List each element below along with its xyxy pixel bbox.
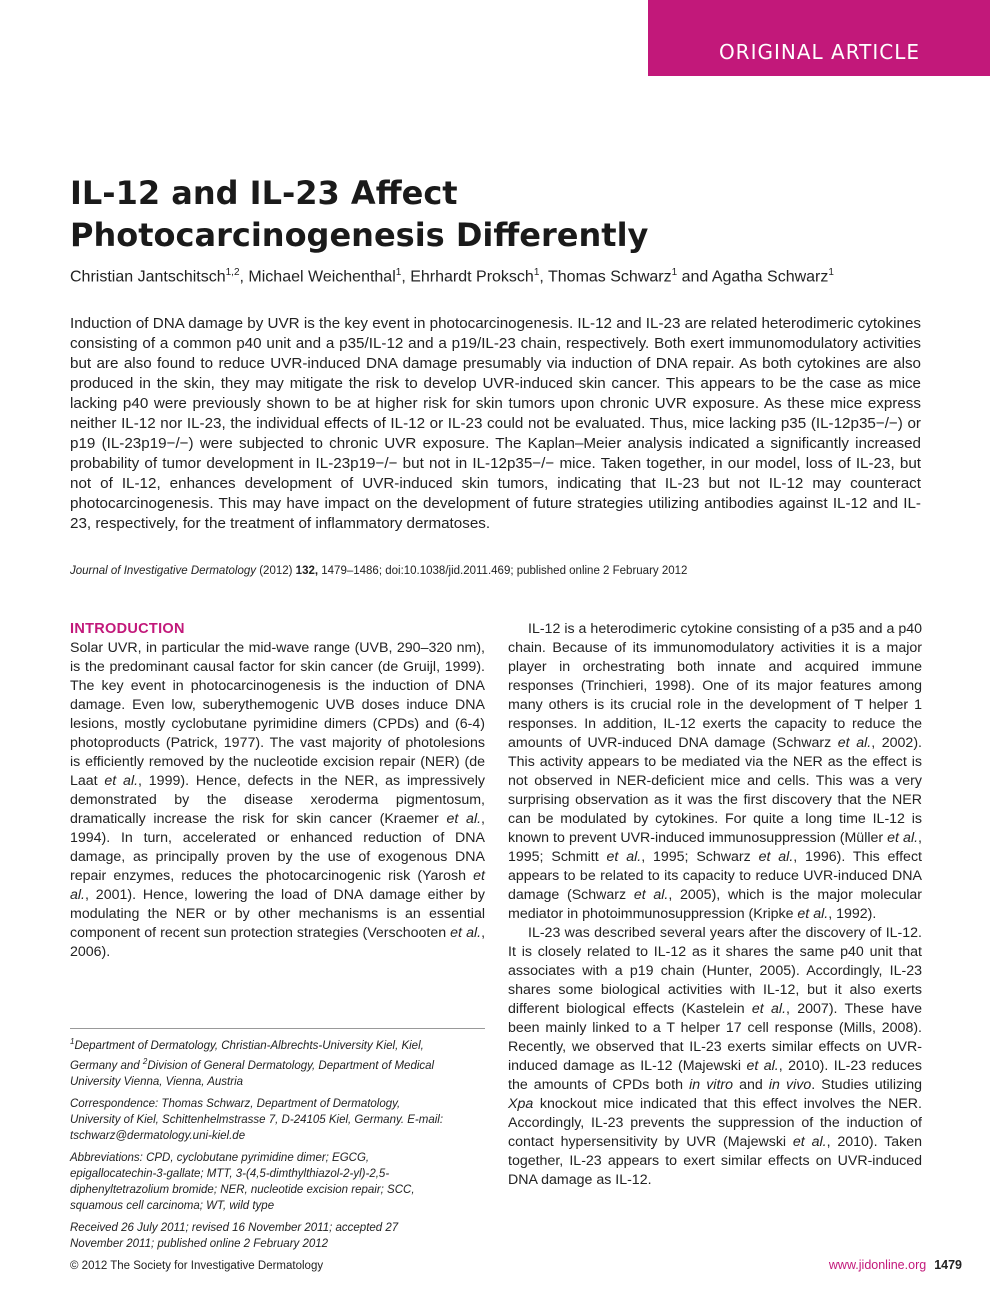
- affiliations: [70, 1034, 450, 1090]
- section-banner: [648, 0, 990, 76]
- text-run: IL-12 is a heterodimeric cytokine consisting of a p35 and a p40 chain. Because of its immunomodulatory activities it is a major player in orchestrating both innate and acquired immune responses (Trinchieri, 1998). One of its major features among many others is its crucial role in the development of T helper 1 responses. In addition, IL-12 exerts the capacity to reduce the amounts of UVR-induced DNA damage (Schwarz: [508, 621, 922, 751]
- author-affiliation: 1: [533, 267, 540, 278]
- text-run: IL-23 was described several years after the discovery of IL-12. It is closely related to IL-12 as it shares the same p40 unit that associates with a p19 chain (Hunter, 2005). Accordingly, IL-23 shares some biological activities with IL-12, but it also exerts different biological effects (Kastelein: [508, 925, 922, 1017]
- text-run: , 2002). This activity appears to be mediated via the NER as the effect is not observed in NER-deficient mice and cells. This was a very surprising observation as it was the first discovery that the NER can be modulated by cytokines. For quite a long time IL-12 is known to prevent UVR-induced immunosuppression (Müller: [508, 735, 922, 846]
- citation-details: 1479–1486; doi:10.1038/jid.2011.469; published online 2 February 2012: [321, 565, 688, 577]
- text-run: Solar UVR, in particular the mid-wave range (UVB, 290–320 nm), is the predominant causal factor for skin cancer (de Gruijl, 1999). The key event in photocarcinogenesis is the induction of DNA damage. Even low, suberythemogenic UVB doses induce DNA lesions, mostly cyclobutane pyrimidine dimers (CPDs) and (6-4) photoproducts (Patrick, 1977). The vast majority of photolesions is efficiently removed by the nucleotide excision repair (NER) (de Laat: [70, 640, 485, 789]
- abbreviations: Abbreviations: CPD, cyclobutane pyrimidine dimer; EGCG, epigallocatechin-3-gallate; MTT, 3-(4,5-dimthylthiazol-2-yl)-2,5-diphenyltetrazolium bromide; NER, nucleotide excision repair; SCC, squamous cell carcinoma; WT, wild type: [70, 1151, 415, 1212]
- author-affiliation: 1: [828, 267, 834, 278]
- page-footer: [829, 1258, 962, 1272]
- text-run: , 1992).: [828, 906, 877, 922]
- text-run: , 2010). IL-23 reduces the amounts of CPDs both: [508, 1058, 922, 1093]
- text-run: and: [733, 1077, 769, 1093]
- page-number: 1479: [934, 1258, 962, 1272]
- author-affiliation: 1,2: [225, 267, 240, 278]
- footnote-divider: [70, 1028, 485, 1029]
- et-al: et al.: [887, 830, 919, 846]
- text-run: , 2006).: [70, 925, 486, 960]
- et-al: et al.: [751, 1001, 787, 1017]
- et-al: et al.: [633, 887, 669, 903]
- et-al: et al.: [746, 1058, 779, 1074]
- affiliation-marker: 2: [142, 1056, 148, 1066]
- copyright: © 2012 The Society for Investigative Dermatology: [70, 1260, 324, 1272]
- author-affiliation: 1: [671, 267, 678, 278]
- abstract: Induction of DNA damage by UVR is the key event in photocarcinogenesis. IL-12 and IL-23 are related heterodimeric cytokines consisting of a common p40 unit and a p35/IL-12 and a p19/IL-23 chain, respectively. Both exert immunomodulatory activities but are also found to reduce UVR-induced DNA damage presumably via induction of DNA repair. As both cytokines are also produced in the skin, they may mitigate the risk to develop UVR-induced skin cancer. This appears to be the case as mice lacking p40 were previously shown to be at higher risk for skin tumors upon chronic UVR exposure. As these mice express neither IL-12 nor IL-23, the individual effects of IL-12 or IL-23 could not be evaluated. Thus, mice lacking p35 (IL-12p35−/−) or p19 (IL-23p19−/−) were subjected to chronic UVR exposure. The Kaplan–Meier analysis indicated a significantly increased probability of tumor development in IL-23p19−/− but not in IL-12p35−/− mice. Taken together, in our model, loss of IL-23, but not of IL-12, enhances development of UVR-induced skin tumors, indicating that IL-23 but not IL-12 may counteract photocarcinogenesis. This may have impact on the development of future strategies utilizing antibodies against IL-12 and IL-23, respectively, for the treatment of inflammatory dermatoses.: [70, 315, 921, 532]
- text-run: knockout mice indicated that this effect involves the NER. Accordingly, IL-23 prevents the suppression of the induction of contact hypersensitivity by UVR (Majewski: [508, 1096, 922, 1150]
- text-run: , 2007). These have been mainly linked to a T helper 17 cell response (Mills, 2008). Recently, we observed that IL-23 exerts similar effects on UVR-induced damage as IL-12 (Majewski: [508, 1001, 922, 1074]
- text-run: , 2005), which is the major molecular mediator in photoimmunosuppression (Kripke: [508, 887, 923, 922]
- author-name: Ehrhardt Proksch: [410, 268, 534, 286]
- affiliation-text: Division of General Dermatology, Department of Medical University Vienna, Vienna, Austria: [70, 1059, 435, 1088]
- author-list: Christian Jantschitsch$^{1,2}$, Michael Weichenthal$^1$, Ehrhardt Proksch$^1$, Thomas Schwarz$^1$ and Agatha Schwarz$^1$: [70, 267, 834, 286]
- introduction-heading: INTRODUCTION: [70, 621, 185, 637]
- text-run: , 1995; Schmitt: [508, 830, 922, 865]
- correspondence: Correspondence: Thomas Schwarz, Department of Dermatology, University of Kiel, Schittenhelmstrasse 7, D-24105 Kiel, Germany. E-mail: tschwarz@dermatology.uni-kiel.de: [70, 1097, 444, 1142]
- et-al: et al.: [792, 1134, 827, 1150]
- left-column: [70, 620, 485, 962]
- et-al: et al.: [758, 849, 794, 865]
- xpa-gene: Xpa: [508, 1096, 534, 1112]
- et-al: et al.: [446, 811, 482, 827]
- text-run: , 2001). Hence, lowering the load of DNA damage either by modulating the NER or by other mechanisms is an essential component of recent sun protection strategies (Verschooten: [70, 887, 485, 941]
- et-al: et al.: [450, 925, 482, 941]
- text-run: , 1996). This effect appears to be related to its capacity to reduce UVR-induced DNA damage (Schwarz: [508, 849, 922, 903]
- author-name: Thomas Schwarz: [548, 268, 672, 286]
- author-name: Christian Jantschitsch: [70, 268, 226, 286]
- section-label: ORIGINAL ARTICLE: [718, 40, 920, 64]
- footnotes: [70, 1034, 450, 1258]
- in-vivo: in vivo: [768, 1077, 812, 1093]
- text-run: , 1995; Schwarz: [641, 849, 759, 865]
- citation-volume: 132,: [295, 565, 319, 577]
- et-al: et al.: [70, 868, 485, 903]
- received-dates: Received 26 July 2011; revised 16 November 2011; accepted 27 November 2011; published online 2 February 2012: [70, 1221, 399, 1250]
- et-al: et al.: [797, 906, 829, 922]
- author-name: Michael Weichenthal: [248, 268, 396, 286]
- text-run: . Studies utilizing: [811, 1077, 923, 1093]
- journal-url-link[interactable]: www.jidonline.org: [828, 1258, 927, 1272]
- article-title: IL-12 and IL-23 Affect Photocarcinogenesis Differently: [70, 174, 649, 254]
- citation-year: (2012): [259, 565, 293, 577]
- affiliation-text: Department of Dermatology, Christian-Albrechts-University Kiel, Kiel, Germany and: [70, 1039, 424, 1072]
- text-run: , 1999). Hence, defects in the NER, as impressively demonstrated by the disease xeroderma pigmentosum, dramatically increase the risk for skin cancer (Kraemer: [70, 773, 485, 827]
- text-run: , 2010). Taken together, IL-23 appears to exert similar effects on UVR-induced DNA damage as IL-12.: [508, 1134, 923, 1188]
- right-column: [508, 620, 922, 1190]
- il12-paragraph: [508, 620, 922, 924]
- text-run: , 1994). In turn, accelerated or enhanced reduction of DNA damage, as principally proven by the use of exogenous DNA repair enzymes, reduces the photocarcinogenic risk (Yarosh: [70, 811, 485, 884]
- author-affiliation: 1: [395, 267, 402, 278]
- il23-paragraph: [508, 924, 922, 1190]
- in-vitro: in vitro: [689, 1077, 734, 1093]
- et-al: et al.: [606, 849, 642, 865]
- author-name: Agatha Schwarz: [711, 268, 829, 286]
- journal-name: Journal of Investigative Dermatology: [70, 565, 257, 577]
- journal-citation: [70, 563, 930, 579]
- intro-paragraph: [70, 639, 485, 962]
- et-al: et al.: [837, 735, 872, 751]
- et-al: et al.: [104, 773, 139, 789]
- affiliation-marker: 1: [70, 1037, 75, 1046]
